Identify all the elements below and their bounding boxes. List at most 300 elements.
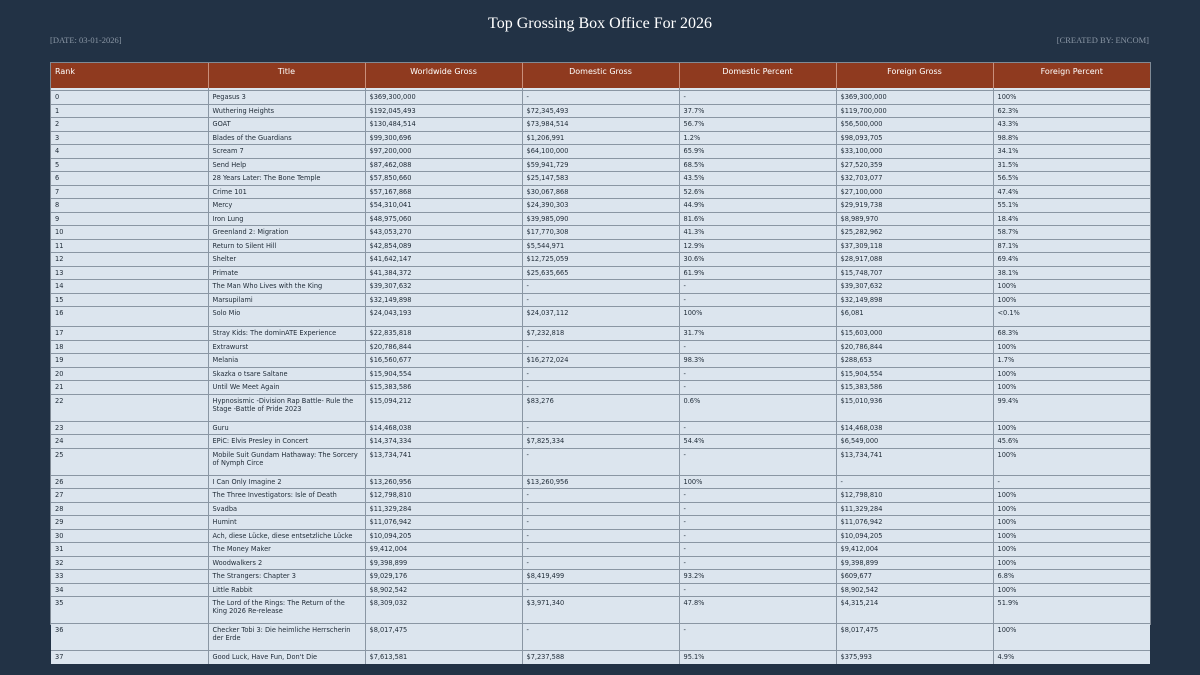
table-row[interactable] xyxy=(51,556,1150,570)
rank-cell: 29 xyxy=(51,516,208,530)
domestic-gross-cell: - xyxy=(522,381,679,395)
domestic-percent-cell: 100% xyxy=(679,475,836,489)
rank-cell: 21 xyxy=(51,381,208,395)
title-cell: Primate xyxy=(208,266,365,280)
worldwide-gross-cell: $8,017,475 xyxy=(365,624,522,651)
worldwide-gross-cell: $12,798,810 xyxy=(365,489,522,503)
domestic-percent-cell: 95.1% xyxy=(679,651,836,664)
domestic-percent-cell: - xyxy=(679,448,836,475)
foreign-percent-cell: 58.7% xyxy=(993,226,1150,240)
table-row[interactable] xyxy=(51,145,1150,159)
column-header-worldwide-gross[interactable]: Worldwide Gross xyxy=(365,63,522,88)
title-cell: Woodwalkers 2 xyxy=(208,556,365,570)
rank-cell: 10 xyxy=(51,226,208,240)
foreign-percent-cell: 34.1% xyxy=(993,145,1150,159)
rank-cell: 15 xyxy=(51,293,208,307)
foreign-gross-cell: $4,315,214 xyxy=(836,597,993,624)
foreign-gross-cell: $11,329,284 xyxy=(836,502,993,516)
rank-cell: 19 xyxy=(51,354,208,368)
foreign-gross-cell: $8,989,970 xyxy=(836,212,993,226)
rank-cell: 2 xyxy=(51,118,208,132)
table-row[interactable] xyxy=(51,253,1150,267)
table-row[interactable] xyxy=(51,158,1150,172)
foreign-percent-cell: 56.5% xyxy=(993,172,1150,186)
column-header-foreign-gross[interactable]: Foreign Gross xyxy=(836,63,993,88)
domestic-gross-cell: $1,206,991 xyxy=(522,131,679,145)
created-by-label: [CREATED BY: ENCOM] xyxy=(1056,35,1149,45)
domestic-gross-cell: $12,725,059 xyxy=(522,253,679,267)
domestic-gross-cell: - xyxy=(522,489,679,503)
title-cell: Pegasus 3 xyxy=(208,91,365,105)
domestic-percent-cell: 30.6% xyxy=(679,253,836,267)
rank-cell: 11 xyxy=(51,239,208,253)
foreign-percent-cell: 100% xyxy=(993,624,1150,651)
foreign-gross-cell: $6,081 xyxy=(836,307,993,327)
worldwide-gross-cell: $130,484,514 xyxy=(365,118,522,132)
domestic-percent-cell: - xyxy=(679,293,836,307)
domestic-percent-cell: 1.2% xyxy=(679,131,836,145)
rank-cell: 16 xyxy=(51,307,208,327)
title-cell: Crime 101 xyxy=(208,185,365,199)
rank-cell: 17 xyxy=(51,327,208,341)
title-cell: EPiC: Elvis Presley in Concert xyxy=(208,435,365,449)
domestic-percent-cell: 100% xyxy=(679,307,836,327)
domestic-percent-cell: - xyxy=(679,421,836,435)
foreign-percent-cell: 43.3% xyxy=(993,118,1150,132)
worldwide-gross-cell: $9,412,004 xyxy=(365,543,522,557)
foreign-percent-cell: 100% xyxy=(993,421,1150,435)
title-cell: Mercy xyxy=(208,199,365,213)
rank-cell: 3 xyxy=(51,131,208,145)
domestic-percent-cell: - xyxy=(679,556,836,570)
column-header-foreign-percent[interactable]: Foreign Percent xyxy=(993,63,1150,88)
table-row[interactable] xyxy=(51,543,1150,557)
table-row[interactable] xyxy=(51,91,1150,105)
title-cell: The Lord of the Rings: The Return of the King 2026 Re-release xyxy=(208,597,365,624)
foreign-percent-cell: 31.5% xyxy=(993,158,1150,172)
table-row[interactable] xyxy=(51,327,1150,341)
domestic-percent-cell: 47.8% xyxy=(679,597,836,624)
rank-cell: 37 xyxy=(51,651,208,664)
rank-cell: 28 xyxy=(51,502,208,516)
rank-cell: 31 xyxy=(51,543,208,557)
rank-cell: 0 xyxy=(51,91,208,105)
foreign-gross-cell: $288,653 xyxy=(836,354,993,368)
table-row[interactable] xyxy=(51,118,1150,132)
worldwide-gross-cell: $10,094,205 xyxy=(365,529,522,543)
rank-cell: 9 xyxy=(51,212,208,226)
foreign-percent-cell: 62.3% xyxy=(993,104,1150,118)
title-cell: Hypnosismic -Division Rap Battle- Rule the Stage -Battle of Pride 2023 xyxy=(208,394,365,421)
title-cell: 28 Years Later: The Bone Temple xyxy=(208,172,365,186)
domestic-percent-cell: 65.9% xyxy=(679,145,836,159)
table-row[interactable] xyxy=(51,293,1150,307)
domestic-gross-cell: - xyxy=(522,280,679,294)
foreign-percent-cell: 38.1% xyxy=(993,266,1150,280)
foreign-percent-cell: 98.8% xyxy=(993,131,1150,145)
rank-cell: 22 xyxy=(51,394,208,421)
table-row[interactable] xyxy=(51,340,1150,354)
domestic-gross-cell: - xyxy=(522,448,679,475)
worldwide-gross-cell: $192,045,493 xyxy=(365,104,522,118)
rank-cell: 8 xyxy=(51,199,208,213)
foreign-percent-cell: 100% xyxy=(993,516,1150,530)
domestic-gross-cell: $24,390,303 xyxy=(522,199,679,213)
rank-cell: 5 xyxy=(51,158,208,172)
title-cell: Skazka o tsare Saltane xyxy=(208,367,365,381)
worldwide-gross-cell: $11,329,284 xyxy=(365,502,522,516)
title-cell: Solo Mio xyxy=(208,307,365,327)
domestic-gross-cell: - xyxy=(522,516,679,530)
worldwide-gross-cell: $15,904,554 xyxy=(365,367,522,381)
worldwide-gross-cell: $43,053,270 xyxy=(365,226,522,240)
table-row[interactable] xyxy=(51,448,1150,475)
foreign-gross-cell: $8,017,475 xyxy=(836,624,993,651)
foreign-percent-cell: 18.4% xyxy=(993,212,1150,226)
table-row[interactable] xyxy=(51,489,1150,503)
title-cell: Send Help xyxy=(208,158,365,172)
title-cell: The Money Maker xyxy=(208,543,365,557)
title-cell: Stray Kids: The dominATE Experience xyxy=(208,327,365,341)
table-row[interactable] xyxy=(51,131,1150,145)
domestic-gross-cell: $39,985,090 xyxy=(522,212,679,226)
box-office-table xyxy=(51,63,1150,664)
foreign-gross-cell: $15,603,000 xyxy=(836,327,993,341)
foreign-gross-cell: $9,398,899 xyxy=(836,556,993,570)
domestic-percent-cell: 61.9% xyxy=(679,266,836,280)
table-row[interactable] xyxy=(51,239,1150,253)
table-body xyxy=(51,88,1150,664)
rank-cell: 32 xyxy=(51,556,208,570)
domestic-gross-cell: $13,260,956 xyxy=(522,475,679,489)
foreign-gross-cell: $25,282,962 xyxy=(836,226,993,240)
domestic-percent-cell: - xyxy=(679,280,836,294)
worldwide-gross-cell: $20,786,844 xyxy=(365,340,522,354)
foreign-gross-cell: - xyxy=(836,475,993,489)
worldwide-gross-cell: $32,149,898 xyxy=(365,293,522,307)
rank-cell: 27 xyxy=(51,489,208,503)
domestic-gross-cell: - xyxy=(522,556,679,570)
foreign-percent-cell: 100% xyxy=(993,583,1150,597)
table-row[interactable] xyxy=(51,583,1150,597)
foreign-percent-cell: 100% xyxy=(993,529,1150,543)
domestic-percent-cell: - xyxy=(679,516,836,530)
rank-cell: 12 xyxy=(51,253,208,267)
foreign-percent-cell: 100% xyxy=(993,280,1150,294)
foreign-percent-cell: 68.3% xyxy=(993,327,1150,341)
foreign-gross-cell: $11,076,942 xyxy=(836,516,993,530)
foreign-percent-cell: 100% xyxy=(993,91,1150,105)
worldwide-gross-cell: $9,029,176 xyxy=(365,570,522,584)
title-cell: Checker Tobi 3: Die heimliche Herrscherin der Erde xyxy=(208,624,365,651)
table-row[interactable] xyxy=(51,367,1150,381)
rank-cell: 1 xyxy=(51,104,208,118)
foreign-gross-cell: $15,748,707 xyxy=(836,266,993,280)
rank-cell: 4 xyxy=(51,145,208,159)
foreign-gross-cell: $8,902,542 xyxy=(836,583,993,597)
domestic-gross-cell: - xyxy=(522,91,679,105)
foreign-gross-cell: $12,798,810 xyxy=(836,489,993,503)
foreign-percent-cell: 6.8% xyxy=(993,570,1150,584)
foreign-gross-cell: $27,100,000 xyxy=(836,185,993,199)
title-cell: Guru xyxy=(208,421,365,435)
title-cell: Scream 7 xyxy=(208,145,365,159)
worldwide-gross-cell: $39,307,632 xyxy=(365,280,522,294)
worldwide-gross-cell: $97,200,000 xyxy=(365,145,522,159)
table-row[interactable] xyxy=(51,104,1150,118)
table-row[interactable] xyxy=(51,529,1150,543)
worldwide-gross-cell: $41,642,147 xyxy=(365,253,522,267)
domestic-gross-cell: - xyxy=(522,543,679,557)
rank-cell: 6 xyxy=(51,172,208,186)
worldwide-gross-cell: $7,613,581 xyxy=(365,651,522,664)
worldwide-gross-cell: $15,383,586 xyxy=(365,381,522,395)
foreign-gross-cell: $375,993 xyxy=(836,651,993,664)
foreign-gross-cell: $10,094,205 xyxy=(836,529,993,543)
domestic-gross-cell: $7,237,588 xyxy=(522,651,679,664)
title-cell: The Man Who Lives with the King xyxy=(208,280,365,294)
title-cell: Svadba xyxy=(208,502,365,516)
domestic-percent-cell: - xyxy=(679,381,836,395)
foreign-gross-cell: $56,500,000 xyxy=(836,118,993,132)
worldwide-gross-cell: $87,462,088 xyxy=(365,158,522,172)
foreign-percent-cell: <0.1% xyxy=(993,307,1150,327)
domestic-gross-cell: $72,345,493 xyxy=(522,104,679,118)
table-row[interactable] xyxy=(51,394,1150,421)
foreign-gross-cell: $29,919,738 xyxy=(836,199,993,213)
rank-cell: 34 xyxy=(51,583,208,597)
table-row[interactable] xyxy=(51,199,1150,213)
foreign-percent-cell: 100% xyxy=(993,293,1150,307)
worldwide-gross-cell: $15,094,212 xyxy=(365,394,522,421)
domestic-gross-cell: $59,941,729 xyxy=(522,158,679,172)
table-row[interactable] xyxy=(51,266,1150,280)
foreign-gross-cell: $39,307,632 xyxy=(836,280,993,294)
title-cell: The Strangers: Chapter 3 xyxy=(208,570,365,584)
title-cell: Extrawurst xyxy=(208,340,365,354)
rank-cell: 23 xyxy=(51,421,208,435)
foreign-percent-cell: 100% xyxy=(993,367,1150,381)
rank-cell: 30 xyxy=(51,529,208,543)
table-row[interactable] xyxy=(51,624,1150,651)
domestic-gross-cell: - xyxy=(522,529,679,543)
domestic-percent-cell: - xyxy=(679,502,836,516)
table-row[interactable] xyxy=(51,421,1150,435)
foreign-gross-cell: $32,149,898 xyxy=(836,293,993,307)
title-cell: Mobile Suit Gundam Hathaway: The Sorcery of Nymph Circe xyxy=(208,448,365,475)
domestic-percent-cell: 37.7% xyxy=(679,104,836,118)
domestic-gross-cell: $24,037,112 xyxy=(522,307,679,327)
column-header-domestic-gross[interactable]: Domestic Gross xyxy=(522,63,679,88)
worldwide-gross-cell: $9,398,899 xyxy=(365,556,522,570)
domestic-percent-cell: 56.7% xyxy=(679,118,836,132)
rank-cell: 36 xyxy=(51,624,208,651)
title-cell: Blades of the Guardians xyxy=(208,131,365,145)
rank-cell: 33 xyxy=(51,570,208,584)
domestic-percent-cell: - xyxy=(679,489,836,503)
worldwide-gross-cell: $13,734,741 xyxy=(365,448,522,475)
worldwide-gross-cell: $369,300,000 xyxy=(365,91,522,105)
title-cell: GOAT xyxy=(208,118,365,132)
domestic-gross-cell: - xyxy=(522,340,679,354)
rank-cell: 25 xyxy=(51,448,208,475)
column-header-domestic-percent[interactable]: Domestic Percent xyxy=(679,63,836,88)
domestic-gross-cell: $16,272,024 xyxy=(522,354,679,368)
foreign-percent-cell: 51.9% xyxy=(993,597,1150,624)
domestic-gross-cell: - xyxy=(522,583,679,597)
domestic-percent-cell: 98.3% xyxy=(679,354,836,368)
foreign-gross-cell: $37,309,118 xyxy=(836,239,993,253)
worldwide-gross-cell: $24,043,193 xyxy=(365,307,522,327)
table-row[interactable] xyxy=(51,354,1150,368)
rank-cell: 24 xyxy=(51,435,208,449)
foreign-gross-cell: $369,300,000 xyxy=(836,91,993,105)
domestic-gross-cell: - xyxy=(522,502,679,516)
title-cell: The Three Investigators: Isle of Death xyxy=(208,489,365,503)
title-cell: Greenland 2: Migration xyxy=(208,226,365,240)
column-header-title[interactable]: Title xyxy=(208,63,365,88)
worldwide-gross-cell: $11,076,942 xyxy=(365,516,522,530)
table-row[interactable] xyxy=(51,280,1150,294)
title-cell: Little Rabbit xyxy=(208,583,365,597)
domestic-percent-cell: - xyxy=(679,91,836,105)
title-cell: Until We Meet Again xyxy=(208,381,365,395)
foreign-gross-cell: $15,010,936 xyxy=(836,394,993,421)
domestic-percent-cell: 81.6% xyxy=(679,212,836,226)
table-row[interactable] xyxy=(51,597,1150,624)
rank-cell: 13 xyxy=(51,266,208,280)
domestic-percent-cell: 52.6% xyxy=(679,185,836,199)
domestic-percent-cell: 54.4% xyxy=(679,435,836,449)
table-row[interactable] xyxy=(51,435,1150,449)
domestic-percent-cell: 93.2% xyxy=(679,570,836,584)
domestic-percent-cell: 12.9% xyxy=(679,239,836,253)
foreign-gross-cell: $32,703,077 xyxy=(836,172,993,186)
domestic-gross-cell: - xyxy=(522,624,679,651)
rank-cell: 20 xyxy=(51,367,208,381)
foreign-percent-cell: 87.1% xyxy=(993,239,1150,253)
domestic-gross-cell: $8,419,499 xyxy=(522,570,679,584)
domestic-gross-cell: - xyxy=(522,421,679,435)
foreign-percent-cell: 100% xyxy=(993,543,1150,557)
worldwide-gross-cell: $42,854,089 xyxy=(365,239,522,253)
foreign-gross-cell: $20,786,844 xyxy=(836,340,993,354)
domestic-percent-cell: - xyxy=(679,367,836,381)
title-cell: Shelter xyxy=(208,253,365,267)
table-row[interactable] xyxy=(51,570,1150,584)
domestic-percent-cell: - xyxy=(679,624,836,651)
foreign-percent-cell: 100% xyxy=(993,381,1150,395)
domestic-gross-cell: $83,276 xyxy=(522,394,679,421)
foreign-gross-cell: $15,904,554 xyxy=(836,367,993,381)
domestic-percent-cell: - xyxy=(679,583,836,597)
domestic-gross-cell: $73,984,514 xyxy=(522,118,679,132)
table-row[interactable] xyxy=(51,502,1150,516)
foreign-percent-cell: 1.7% xyxy=(993,354,1150,368)
domestic-percent-cell: 43.5% xyxy=(679,172,836,186)
foreign-percent-cell: 100% xyxy=(993,340,1150,354)
rank-cell: 18 xyxy=(51,340,208,354)
foreign-percent-cell: 4.9% xyxy=(993,651,1150,664)
domestic-gross-cell: $25,635,665 xyxy=(522,266,679,280)
column-header-rank[interactable]: Rank xyxy=(51,63,208,88)
table-row[interactable] xyxy=(51,307,1150,327)
foreign-gross-cell: $27,520,359 xyxy=(836,158,993,172)
domestic-percent-cell: 44.9% xyxy=(679,199,836,213)
domestic-percent-cell: 41.3% xyxy=(679,226,836,240)
domestic-gross-cell: $25,147,583 xyxy=(522,172,679,186)
foreign-gross-cell: $6,549,000 xyxy=(836,435,993,449)
table-row[interactable] xyxy=(51,651,1150,664)
domestic-gross-cell: $7,232,818 xyxy=(522,327,679,341)
title-cell: Ach, diese Lücke, diese entsetzliche Lücke xyxy=(208,529,365,543)
domestic-percent-cell: 31.7% xyxy=(679,327,836,341)
domestic-gross-cell: - xyxy=(522,367,679,381)
worldwide-gross-cell: $57,167,868 xyxy=(365,185,522,199)
title-cell: Melania xyxy=(208,354,365,368)
domestic-percent-cell: 68.5% xyxy=(679,158,836,172)
foreign-percent-cell: 45.6% xyxy=(993,435,1150,449)
domestic-percent-cell: - xyxy=(679,543,836,557)
domestic-gross-cell: - xyxy=(522,293,679,307)
worldwide-gross-cell: $8,902,542 xyxy=(365,583,522,597)
title-cell: Good Luck, Have Fun, Don't Die xyxy=(208,651,365,664)
foreign-percent-cell: 69.4% xyxy=(993,253,1150,267)
table-row[interactable] xyxy=(51,516,1150,530)
table-row[interactable] xyxy=(51,475,1150,489)
foreign-percent-cell: 47.4% xyxy=(993,185,1150,199)
foreign-gross-cell: $28,917,088 xyxy=(836,253,993,267)
domestic-gross-cell: $3,971,340 xyxy=(522,597,679,624)
domestic-gross-cell: $17,770,308 xyxy=(522,226,679,240)
domestic-gross-cell: $5,544,971 xyxy=(522,239,679,253)
foreign-gross-cell: $119,700,000 xyxy=(836,104,993,118)
foreign-percent-cell: 100% xyxy=(993,448,1150,475)
table-row[interactable] xyxy=(51,212,1150,226)
worldwide-gross-cell: $16,560,677 xyxy=(365,354,522,368)
foreign-percent-cell: 100% xyxy=(993,502,1150,516)
domestic-gross-cell: $30,067,868 xyxy=(522,185,679,199)
worldwide-gross-cell: $14,468,038 xyxy=(365,421,522,435)
worldwide-gross-cell: $57,850,660 xyxy=(365,172,522,186)
worldwide-gross-cell: $99,300,696 xyxy=(365,131,522,145)
header-row xyxy=(51,63,1150,88)
table-row[interactable] xyxy=(51,226,1150,240)
foreign-gross-cell: $13,734,741 xyxy=(836,448,993,475)
foreign-percent-cell: 99.4% xyxy=(993,394,1150,421)
foreign-gross-cell: $609,677 xyxy=(836,570,993,584)
table-row[interactable] xyxy=(51,381,1150,395)
rank-cell: 35 xyxy=(51,597,208,624)
table-row[interactable] xyxy=(51,172,1150,186)
title-cell: Wuthering Heights xyxy=(208,104,365,118)
worldwide-gross-cell: $54,310,041 xyxy=(365,199,522,213)
foreign-percent-cell: 100% xyxy=(993,556,1150,570)
title-cell: Marsupilami xyxy=(208,293,365,307)
domestic-percent-cell: 0.6% xyxy=(679,394,836,421)
box-office-table-container[interactable] xyxy=(50,62,1151,661)
table-row[interactable] xyxy=(51,185,1150,199)
rank-cell: 7 xyxy=(51,185,208,199)
foreign-gross-cell: $33,100,000 xyxy=(836,145,993,159)
domestic-gross-cell: $64,100,000 xyxy=(522,145,679,159)
foreign-percent-cell: - xyxy=(993,475,1150,489)
worldwide-gross-cell: $22,835,818 xyxy=(365,327,522,341)
worldwide-gross-cell: $13,260,956 xyxy=(365,475,522,489)
title-cell: Return to Silent Hill xyxy=(208,239,365,253)
title-cell: Humint xyxy=(208,516,365,530)
worldwide-gross-cell: $14,374,334 xyxy=(365,435,522,449)
